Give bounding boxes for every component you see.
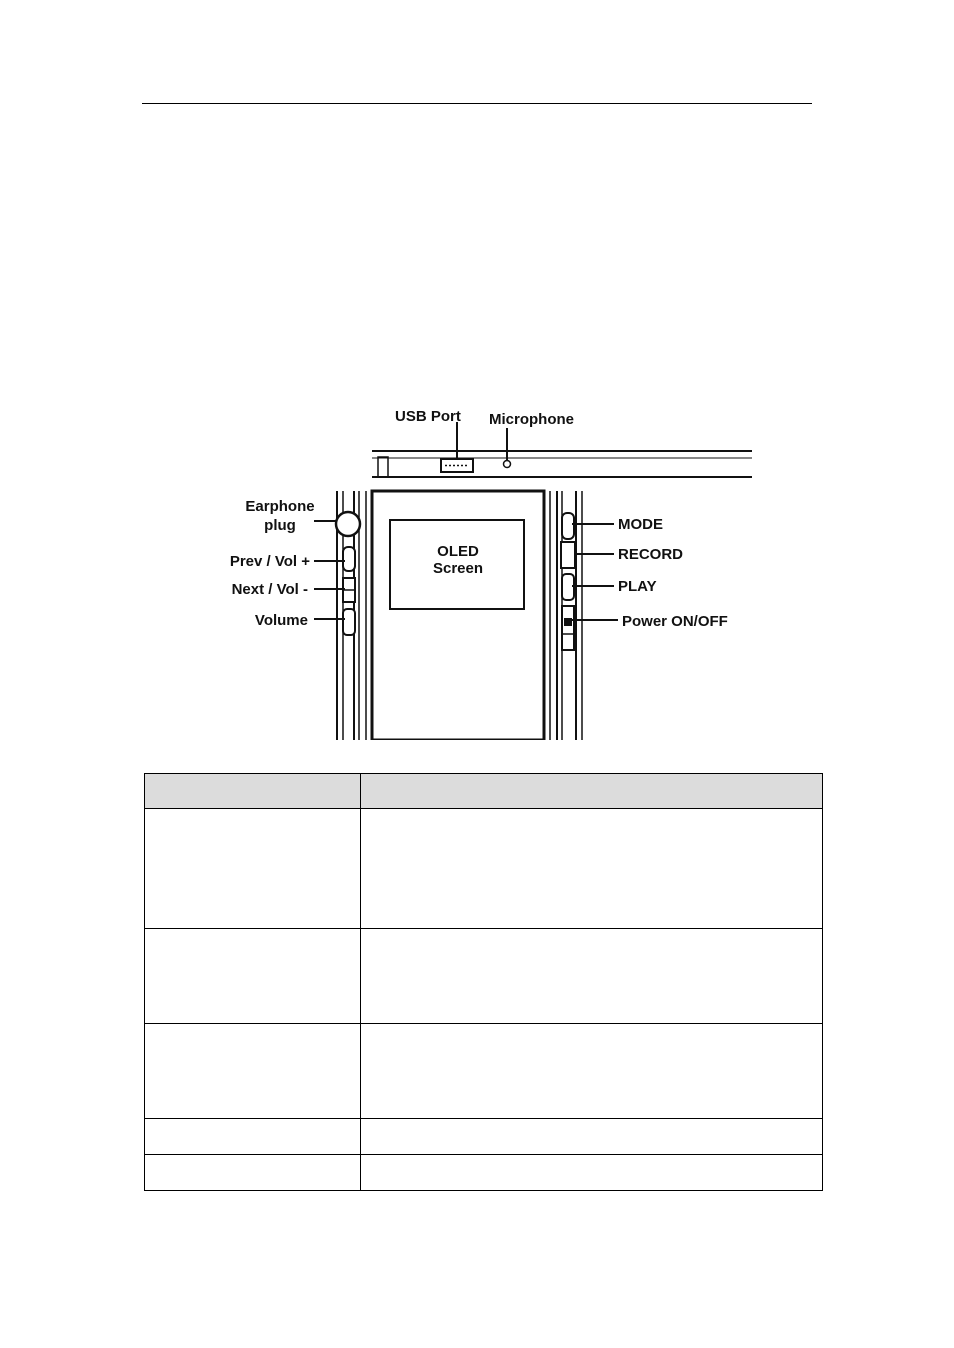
device-diagram-svg — [204, 404, 752, 740]
earphone-label-line1: Earphone — [245, 498, 315, 515]
next-vol-label: Next / Vol - — [231, 581, 308, 598]
left-leader-lines — [314, 521, 345, 619]
table-cell — [145, 809, 361, 929]
table-row — [145, 929, 823, 1024]
volume-label: Volume — [254, 612, 308, 629]
device-diagram — [204, 404, 752, 740]
header-rule — [142, 103, 812, 104]
earphone-plug-icon — [336, 512, 360, 536]
power-switch — [562, 606, 574, 650]
mode-button — [562, 513, 574, 539]
microphone-label: Microphone — [489, 411, 574, 428]
table-row — [145, 1119, 823, 1155]
earphone-label-line2: plug — [264, 517, 296, 534]
volume-button — [343, 609, 355, 635]
table-cell — [361, 809, 823, 929]
right-leader-lines — [572, 524, 618, 620]
table-header-row — [145, 774, 823, 809]
table-row — [145, 1024, 823, 1119]
record-label: RECORD — [618, 546, 684, 563]
table-cell — [361, 1155, 823, 1191]
prev-vol-up-button — [343, 547, 355, 571]
play-label: PLAY — [618, 578, 657, 595]
usb-port-label: USB Port — [395, 408, 461, 425]
prev-vol-label: Prev / Vol + — [229, 553, 310, 570]
table-header-cell — [145, 774, 361, 809]
function-table — [144, 773, 823, 1191]
table-row — [145, 1155, 823, 1191]
record-button — [561, 542, 575, 568]
table-header-cell — [361, 774, 823, 809]
table-row — [145, 809, 823, 929]
table-cell — [145, 1155, 361, 1191]
table-cell — [145, 1119, 361, 1155]
mode-label: MODE — [618, 516, 663, 533]
table-cell — [145, 1024, 361, 1119]
microphone-icon — [504, 461, 511, 468]
table-cell — [361, 929, 823, 1024]
table-cell — [361, 1119, 823, 1155]
device-top-view — [372, 451, 752, 477]
screen-label-line2: Screen — [432, 560, 484, 577]
screen-label-line1: OLED — [437, 543, 479, 560]
table-cell — [361, 1024, 823, 1119]
table-cell — [145, 929, 361, 1024]
power-label: Power ON/OFF — [622, 613, 728, 630]
usb-port-icon — [441, 459, 473, 472]
